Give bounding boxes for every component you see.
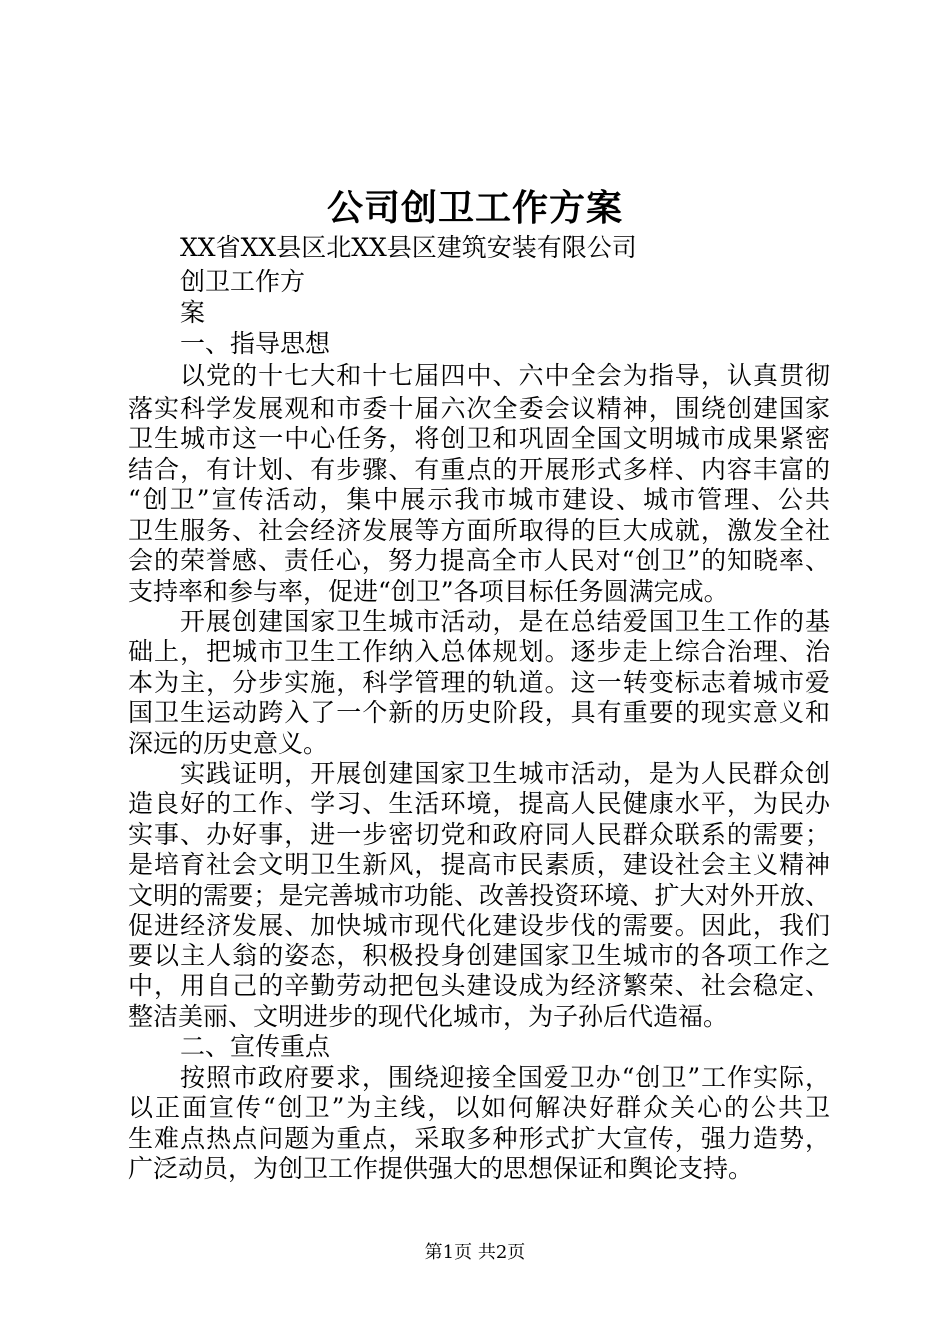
text-line: 文明的需要；是完善城市功能、改善投资环境、扩大对外开放、: [128, 881, 830, 910]
text-line: 案: [180, 298, 206, 327]
text-line: 卫生服务、社会经济发展等方面所取得的巨大成就，激发全社: [128, 516, 830, 545]
text-line: 本为主，分步实施，科学管理的轨道。这一转变标志着城市爱: [128, 668, 830, 697]
text-line: 造良好的工作、学习、生活环境，提高人民健康水平，为民办: [128, 789, 830, 818]
text-line: 深远的历史意义。: [128, 729, 329, 758]
text-line: 按照市政府要求，围绕迎接全国爱卫办“创卫”工作实际，: [180, 1063, 830, 1092]
text-line: 要以主人翁的姿态，积极投身创建国家卫生城市的各项工作之: [128, 941, 830, 970]
text-line: 开展创建国家卫生城市活动，是在总结爱国卫生工作的基: [180, 607, 830, 636]
section-heading: 一、指导思想: [180, 329, 331, 358]
text-line: 实践证明，开展创建国家卫生城市活动，是为人民群众创: [180, 759, 830, 788]
section-heading: 二、宣传重点: [180, 1032, 331, 1061]
text-line: 是培育社会文明卫生新风，提高市民素质，建设社会主义精神: [128, 850, 830, 879]
text-line: 础上，把城市卫生工作纳入总体规划。逐步走上综合治理、治: [128, 637, 830, 666]
text-line: 中，用自己的辛勤劳动把包头建设成为经济繁荣、社会稳定、: [128, 971, 830, 1000]
text-line: 会的荣誉感、责任心，努力提高全市人民对“创卫”的知晓率、: [128, 546, 830, 575]
page-footer: 第1页 共2页: [424, 1242, 526, 1263]
text-line: 实事、办好事，进一步密切党和政府同人民群众联系的需要；: [128, 820, 830, 849]
text-line: 整洁美丽、文明进步的现代化城市，为子孙后代造福。: [128, 1002, 729, 1031]
text-line: XX省XX县区北XX县区建筑安装有限公司: [180, 233, 637, 262]
text-line: 广泛动员，为创卫工作提供强大的思想保证和舆论支持。: [128, 1154, 754, 1183]
text-line: 促进经济发展、加快城市现代化建设步伐的需要。因此，我们: [128, 911, 830, 940]
document-title: 公司创卫工作方案: [326, 187, 623, 229]
text-line: 国卫生运动跨入了一个新的历史阶段，具有重要的现实意义和: [128, 698, 830, 727]
text-line: 卫生城市这一中心任务，将创卫和巩固全国文明城市成果紧密: [128, 424, 830, 453]
text-line: 以正面宣传“创卫”为主线，以如何解决好群众关心的公共卫: [128, 1093, 830, 1122]
text-line: “创卫”宣传活动，集中展示我市城市建设、城市管理、公共: [128, 485, 830, 514]
text-line: 生难点热点问题为重点，采取多种形式扩大宣传，强力造势，: [128, 1124, 830, 1153]
text-line: 结合，有计划、有步骤、有重点的开展形式多样、内容丰富的: [128, 455, 830, 484]
text-line: 落实科学发展观和市委十届六次全委会议精神，围绕创建国家: [128, 394, 830, 423]
text-line: 创卫工作方: [180, 267, 306, 296]
text-line: 以党的十七大和十七届四中、六中全会为指导，认真贯彻: [180, 361, 830, 390]
text-line: 支持率和参与率，促进“创卫”各项目标任务圆满完成。: [128, 577, 729, 606]
